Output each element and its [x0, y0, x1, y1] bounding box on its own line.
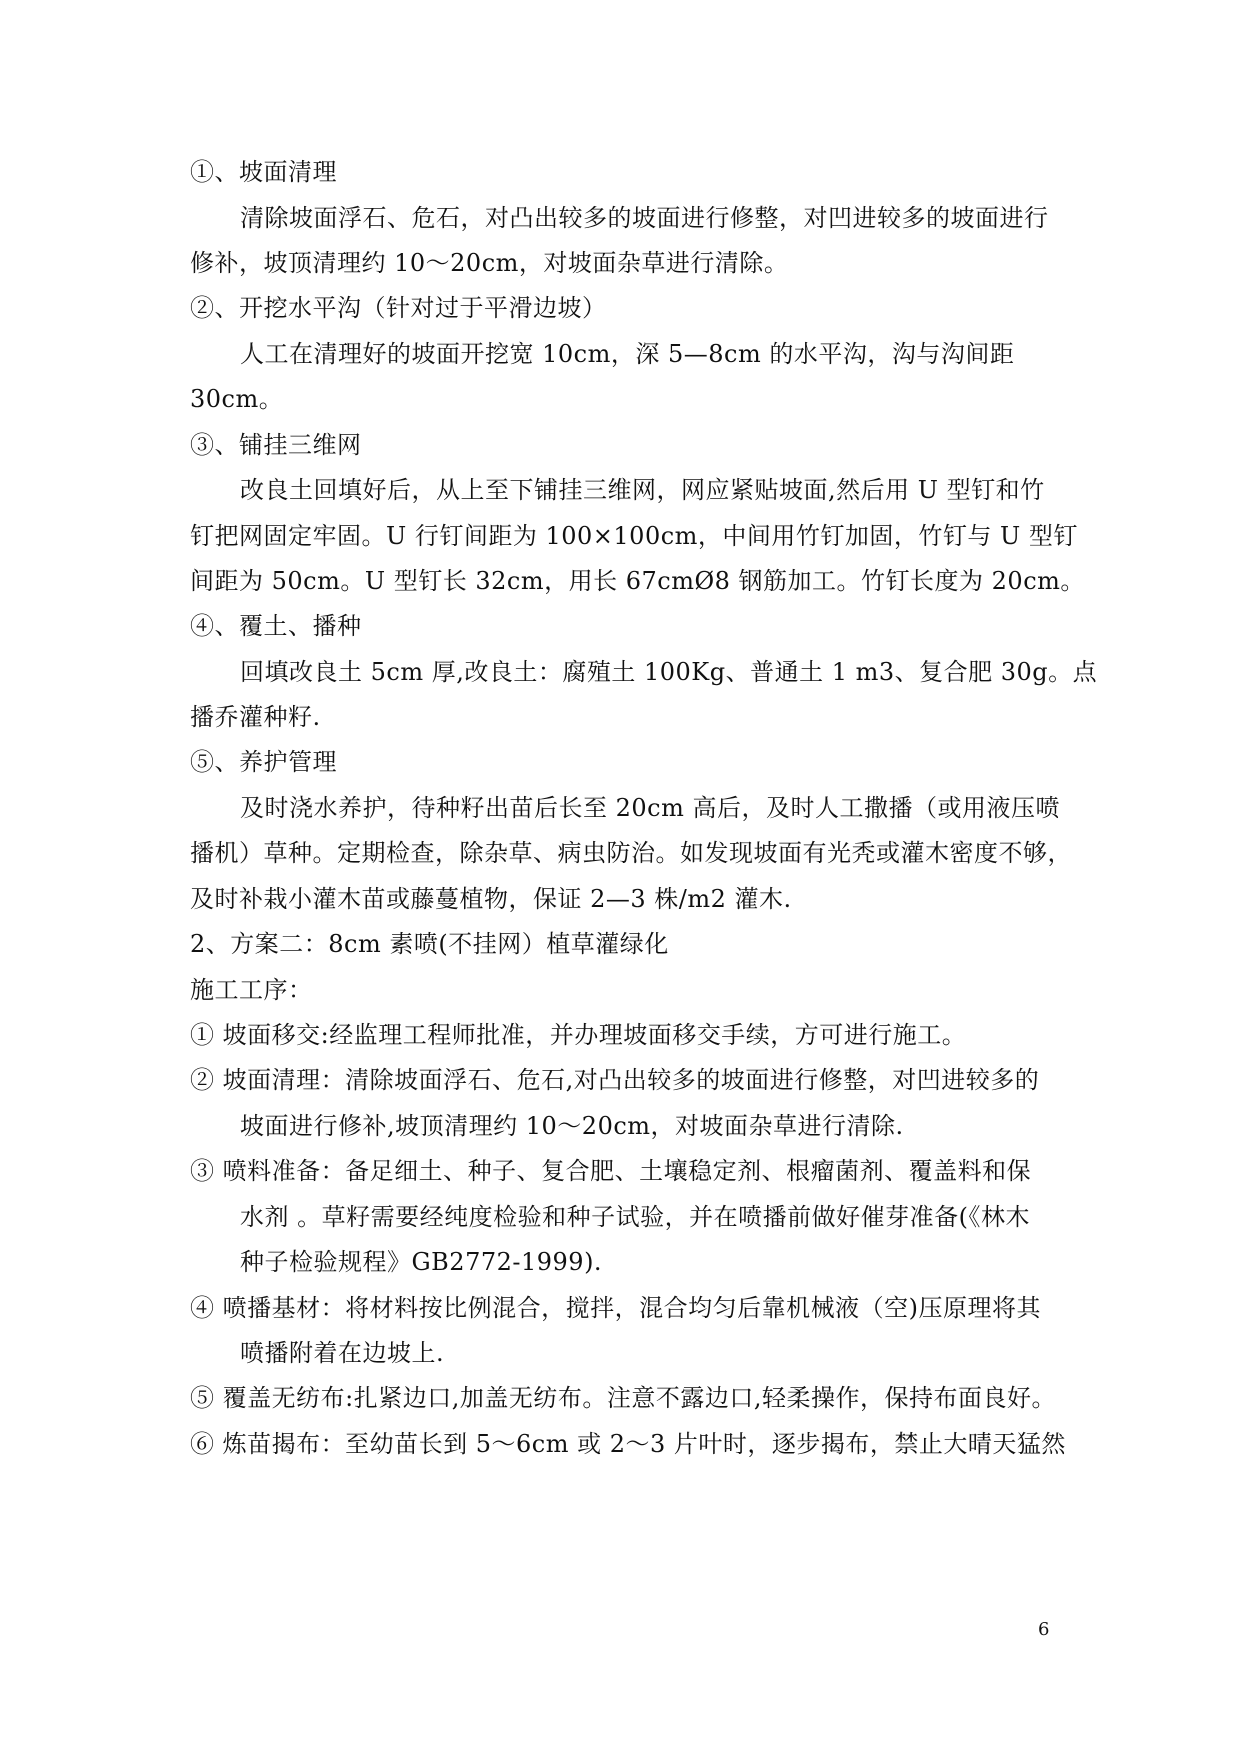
paragraph-line: 间距为 50cm。U 型钉长 32cm，用长 67cmØ8 钢筋加工。竹钉长度为 20cm。	[190, 567, 1085, 595]
page-number: 6	[1038, 1619, 1050, 1640]
list-item-seedling-hardening: ⑥ 炼苗揭布：至幼苗长到 5～6cm 或 2～3 片叶时，逐步揭布，禁止大晴天猛然	[190, 1430, 1066, 1458]
list-item-continuation: 种子检验规程》GB2772-1999).	[240, 1248, 603, 1276]
subheading-construction-steps: 施工工序：	[190, 976, 313, 1004]
list-item-slope-handover: ① 坡面移交:经监理工程师批准，并办理坡面移交手续，方可进行施工。	[190, 1021, 967, 1049]
paragraph-line: 修补，坡顶清理约 10～20cm，对坡面杂草进行清除。	[190, 249, 789, 277]
paragraph-line: 人工在清理好的坡面开挖宽 10cm，深 5—8cm 的水平沟，沟与沟间距	[240, 340, 1015, 368]
paragraph-line: 钉把网固定牢固。U 行钉间距为 100×100cm，中间用竹钉加固，竹钉与 U 型钉	[190, 522, 1078, 550]
section-heading-plan-two: 2、方案二：8cm 素喷(不挂网）植草灌绿化	[190, 930, 669, 958]
paragraph-line: 回填改良土 5cm 厚,改良土：腐殖土 100Kg、普通土 1 m3、复合肥 30g。点	[240, 658, 1098, 686]
paragraph-line: 播乔灌种籽.	[190, 703, 321, 731]
paragraph-line: 及时补栽小灌木苗或藤蔓植物，保证 2—3 株/m2 灌木.	[190, 885, 792, 913]
list-item-continuation: 喷播附着在边坡上.	[240, 1339, 445, 1367]
paragraph-line: 及时浇水养护，待种籽出苗后长至 20cm 高后，及时人工撒播（或用液压喷	[240, 794, 1060, 822]
list-item-cover-nonwoven: ⑤ 覆盖无纺布:扎紧边口,加盖无纺布。注意不露边口,轻柔操作，保持布面良好。	[190, 1384, 1056, 1412]
paragraph-line: 清除坡面浮石、危石，对凸出较多的坡面进行修整，对凹进较多的坡面进行	[240, 204, 1049, 232]
paragraph-line: 播机）草种。定期检查，除杂草、病虫防治。如发现坡面有光秃或灌木密度不够，	[190, 839, 1072, 867]
list-item-spray-substrate: ④ 喷播基材：将材料按比例混合，搅拌，混合均匀后靠机械液（空)压原理将其	[190, 1294, 1041, 1322]
section-heading-horizontal-ditch: ②、开挖水平沟（针对过于平滑边坡）	[190, 294, 607, 322]
paragraph-line: 30cm。	[190, 385, 284, 413]
section-heading-soil-sowing: ④、覆土、播种	[190, 612, 362, 640]
list-item-continuation: 坡面进行修补,坡顶清理约 10～20cm，对坡面杂草进行清除.	[240, 1112, 904, 1140]
section-heading-slope-cleaning: ①、坡面清理	[190, 158, 337, 186]
section-heading-maintenance: ⑤、养护管理	[190, 748, 337, 776]
paragraph-line: 改良土回填好后，从上至下铺挂三维网，网应紧贴坡面,然后用 U 型钉和竹	[240, 476, 1045, 504]
section-heading-3d-net: ③、铺挂三维网	[190, 431, 362, 459]
list-item-slope-cleaning: ② 坡面清理：清除坡面浮石、危石,对凸出较多的坡面进行修整，对凹进较多的	[190, 1066, 1040, 1094]
list-item-spray-preparation: ③ 喷料准备：备足细土、种子、复合肥、土壤稳定剂、根瘤菌剂、覆盖料和保	[190, 1157, 1032, 1185]
list-item-continuation: 水剂 。草籽需要经纯度检验和种子试验，并在喷播前做好催芽准备(《林木	[240, 1203, 1030, 1231]
